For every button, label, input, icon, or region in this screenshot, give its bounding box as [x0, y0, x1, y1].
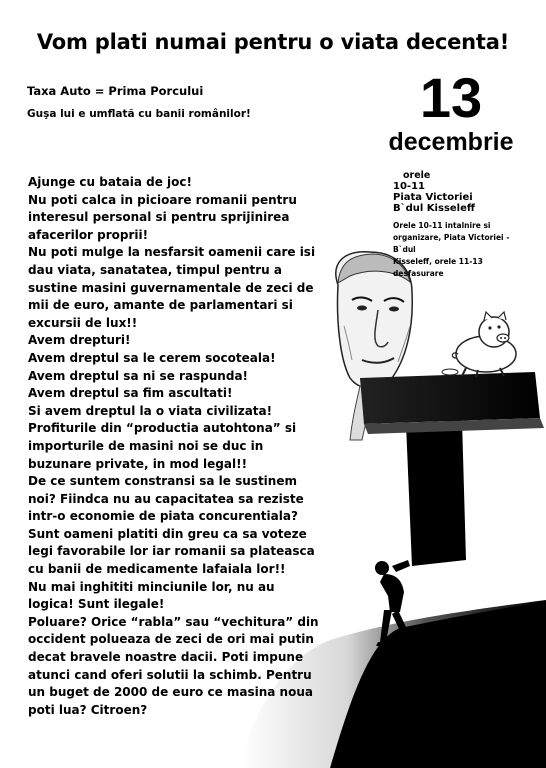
t-shaped-tax-symbol	[360, 372, 544, 566]
body-line: Nu poti mulge la nesfarsit oamenii care isi	[28, 245, 316, 260]
body-line: Sunt oameni platiti din greu ca sa voteze	[28, 526, 307, 541]
body-line: Avem dreptul sa ni se raspunda!	[28, 368, 249, 383]
body-line: interesul personal si pentru sprijinirea	[28, 210, 290, 225]
body-line: dau viata, sanatatea, timpul pentru a	[28, 262, 282, 277]
hours-value: 10-11	[393, 181, 425, 192]
place-2: B`dul Kisseleff	[393, 203, 475, 214]
body-line: Si avem dreptul la o viata civilizata!	[28, 403, 273, 418]
body-line: intr-o economie de piata concurentiala?	[28, 509, 298, 524]
body-line: excursii de lux!!	[28, 315, 138, 330]
page-title: Vom plati numai pentru o viata decenta!	[36, 30, 510, 54]
hours-label: orele	[403, 170, 431, 181]
event-month: decembrie	[388, 128, 514, 156]
body-line: Nu mai inghititi minciunile lor, nu au	[28, 579, 275, 594]
body-line: mii de euro, amante de parlamentari si	[28, 298, 293, 313]
body-line: Ajunge cu bataia de joc!	[28, 175, 192, 189]
body-line: De ce suntem constransi sa le sustinem	[28, 474, 297, 489]
body-line: cu banii de medicamente lafaiala lor!!	[28, 562, 286, 577]
event-schedule	[393, 170, 475, 214]
place-1: Piata Victoriei	[393, 192, 473, 203]
subtitle-tax: Taxa Auto = Prima Porcului	[27, 84, 204, 98]
body-line: Avem drepturi!	[28, 333, 131, 348]
body-line: noi? Fiindca nu au capacitatea sa reziste	[28, 491, 304, 506]
manifesto-text	[28, 174, 358, 719]
body-line: legi favorabile lor iar romanii sa plateasca	[28, 544, 315, 559]
body-line: poti lua? Citroen?	[28, 702, 148, 717]
body-line: sustine masini guvernamentale de zeci de	[28, 280, 314, 295]
body-line: Avem dreptul sa le cerem socoteala!	[28, 350, 276, 365]
event-day: 13	[419, 66, 483, 129]
body-line: afacerilor proprii!	[28, 227, 149, 242]
pig-illustration	[442, 312, 516, 377]
subtitle-slogan: Guşa lui e umflată cu banii românilor!	[27, 108, 251, 120]
body-line: Nu poti calca in picioare romanii pentru	[28, 192, 297, 207]
details-line: desfasurare	[393, 269, 444, 278]
body-line: logica! Sunt ilegale!	[28, 597, 165, 612]
details-line: Orele 10-11 intalnire si	[393, 221, 491, 230]
hill-dark	[330, 602, 546, 768]
body-line: atunci cand oferi solutii la schimb. Pentru	[28, 667, 312, 682]
details-line: Kisseleff, orele 11-13	[393, 257, 483, 266]
body-line: Profiturile din “productia autohtona” si	[28, 421, 297, 436]
event-details	[393, 220, 533, 280]
body-line: un buget de 2000 de euro ce masina noua	[28, 685, 313, 700]
body-line: occident polueaza de zeci de ori mai putin	[28, 632, 314, 647]
body-line: buzunare private, in mod legal!!	[28, 456, 248, 471]
body-line: Poluare? Orice “rabla” sau “vechitura” din	[28, 614, 319, 629]
body-line: importurile de masini noi se duc in	[28, 438, 264, 453]
body-line: decat bravele noastre dacii. Poti impune	[28, 650, 304, 665]
body-line: Avem dreptul sa fim ascultati!	[28, 386, 233, 401]
details-line: organizare, Piata Victoriei - B`dul	[393, 233, 510, 254]
